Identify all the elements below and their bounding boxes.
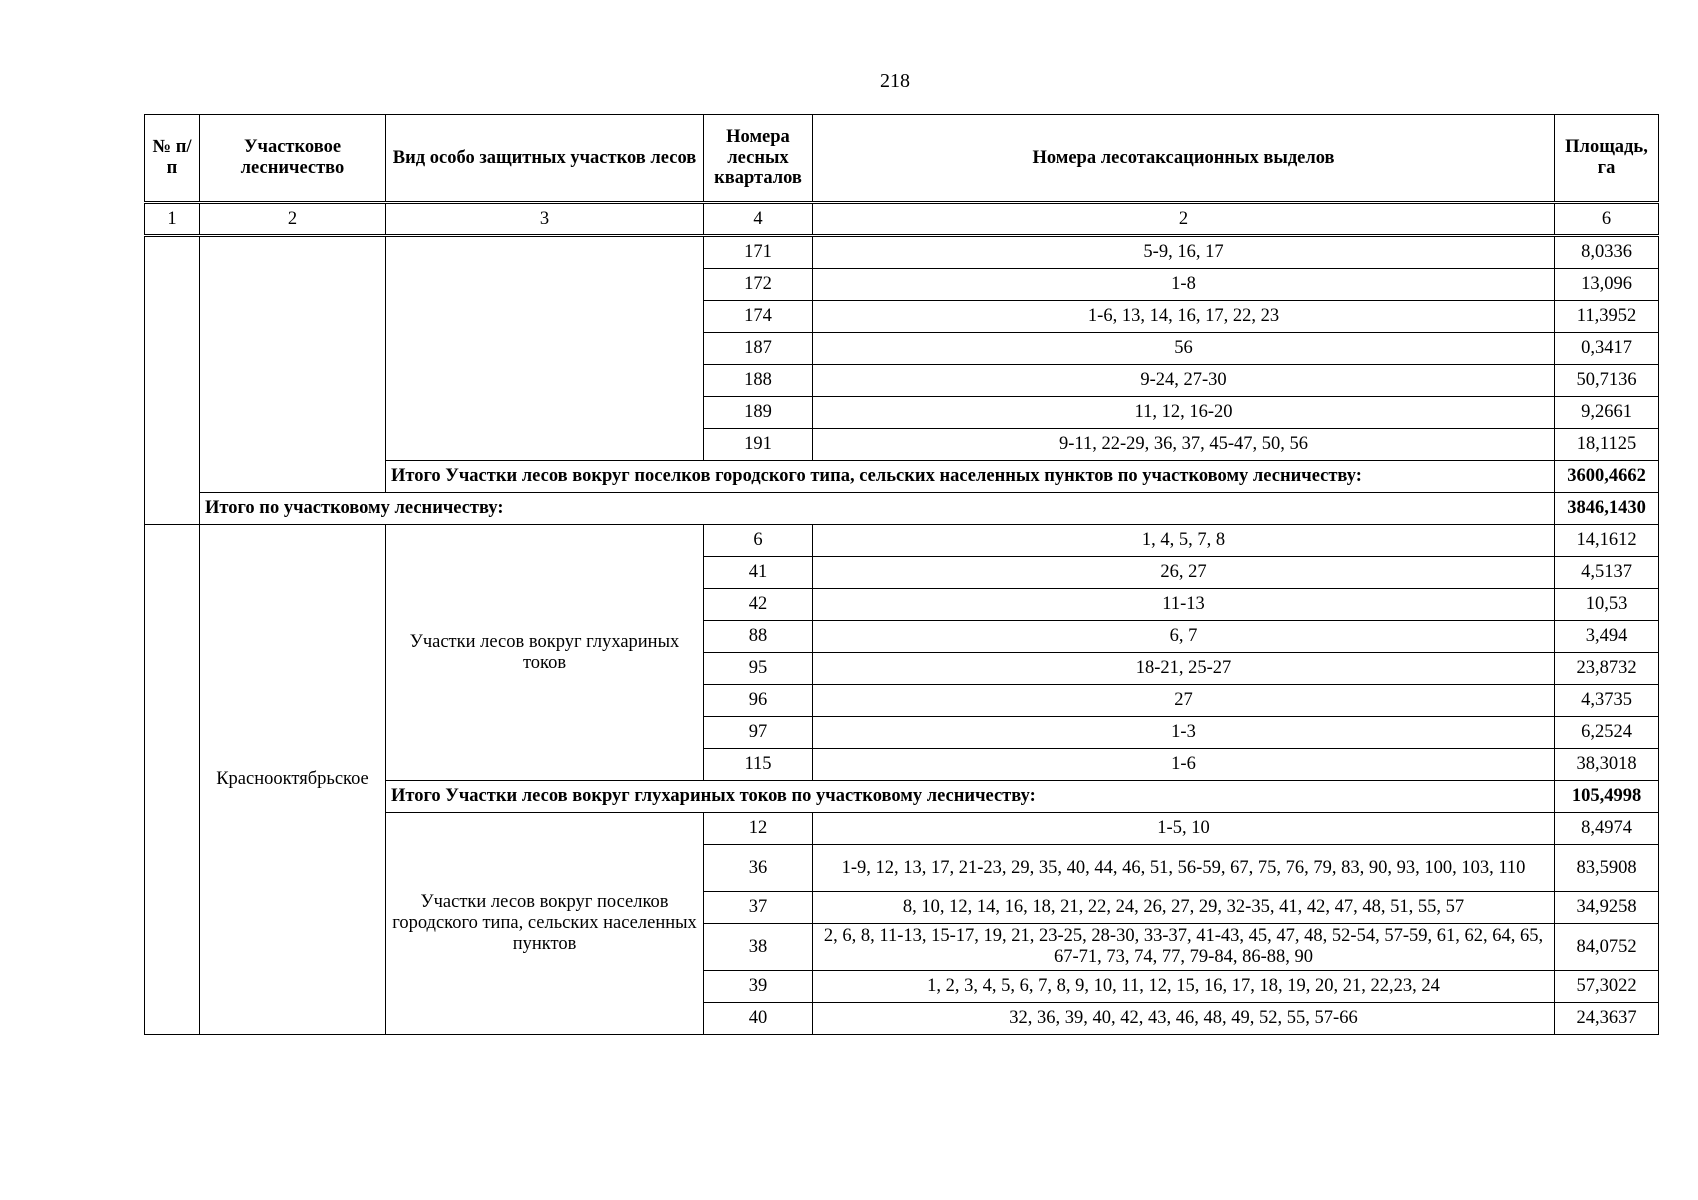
- quarter-cell: 42: [704, 589, 813, 621]
- table-row: [145, 525, 1659, 557]
- quarter-cell: 88: [704, 621, 813, 653]
- header-plot-numbers: Номера лесотаксационных выделов: [813, 115, 1555, 203]
- plots-cell: 32, 36, 39, 40, 42, 43, 46, 48, 49, 52, 55, 57-66: [813, 1003, 1555, 1035]
- total-row: [145, 493, 1659, 525]
- plots-cell: 8, 10, 12, 14, 16, 18, 21, 22, 24, 26, 27, 29, 32-35, 41, 42, 47, 48, 51, 55, 57: [813, 892, 1555, 924]
- quarter-cell: 37: [704, 892, 813, 924]
- area-cell: 4,3735: [1555, 685, 1659, 717]
- area-cell: 10,53: [1555, 589, 1659, 621]
- quarter-cell: 95: [704, 653, 813, 685]
- plots-cell: 6, 7: [813, 621, 1555, 653]
- area-type-name: Участки лесов вокруг глухариных токов: [386, 525, 704, 781]
- area-cell: 6,2524: [1555, 717, 1659, 749]
- forestry-name: Краснооктябрьское: [200, 525, 386, 1035]
- quarter-cell: 38: [704, 924, 813, 971]
- quarter-cell: 6: [704, 525, 813, 557]
- plots-cell: 9-24, 27-30: [813, 365, 1555, 397]
- area-cell: 13,096: [1555, 269, 1659, 301]
- area-cell: 4,5137: [1555, 557, 1659, 589]
- header-forestry: Участковое лесничество: [200, 115, 386, 203]
- forestry-cell-empty: [200, 236, 386, 493]
- area-type-name: Участки лесов вокруг поселков городского типа, сельских населенных пунктов: [386, 813, 704, 1035]
- table-row: [145, 236, 1659, 269]
- plots-cell: 9-11, 22-29, 36, 37, 45-47, 50, 56: [813, 429, 1555, 461]
- plots-cell: 1, 4, 5, 7, 8: [813, 525, 1555, 557]
- column-number: 6: [1555, 203, 1659, 236]
- page-number: 218: [880, 70, 910, 92]
- forest-protection-table: [144, 114, 1659, 1035]
- column-number: 2: [200, 203, 386, 236]
- quarter-cell: 171: [704, 236, 813, 269]
- area-cell: 18,1125: [1555, 429, 1659, 461]
- area-cell: 23,8732: [1555, 653, 1659, 685]
- plots-cell: 27: [813, 685, 1555, 717]
- area-cell: 9,2661: [1555, 397, 1659, 429]
- area-cell: 3,494: [1555, 621, 1659, 653]
- area-cell: 34,9258: [1555, 892, 1659, 924]
- area-cell: 24,3637: [1555, 1003, 1659, 1035]
- quarter-cell: 115: [704, 749, 813, 781]
- total-label: Итого по участковому лесничеству:: [200, 493, 1555, 525]
- area-cell: 14,1612: [1555, 525, 1659, 557]
- header-number: № п/п: [145, 115, 200, 203]
- quarter-cell: 12: [704, 813, 813, 845]
- plots-cell: 11, 12, 16-20: [813, 397, 1555, 429]
- column-number: 3: [386, 203, 704, 236]
- plots-cell: 5-9, 16, 17: [813, 236, 1555, 269]
- area-cell: 50,7136: [1555, 365, 1659, 397]
- quarter-cell: 191: [704, 429, 813, 461]
- column-number: 1: [145, 203, 200, 236]
- quarter-cell: 39: [704, 971, 813, 1003]
- plots-cell: 1-6: [813, 749, 1555, 781]
- quarter-cell: 40: [704, 1003, 813, 1035]
- header-area-type: Вид особо защитных участков лесов: [386, 115, 704, 203]
- quarter-cell: 189: [704, 397, 813, 429]
- subtotal-label: Итого Участки лесов вокруг поселков городского типа, сельских населенных пунктов по участковому лесничеству:: [386, 461, 1555, 493]
- column-number: 4: [704, 203, 813, 236]
- quarter-cell: 41: [704, 557, 813, 589]
- quarter-cell: 187: [704, 333, 813, 365]
- plots-cell: 1, 2, 3, 4, 5, 6, 7, 8, 9, 10, 11, 12, 15, 16, 17, 18, 19, 20, 21, 22,23, 24: [813, 971, 1555, 1003]
- plots-cell: 26, 27: [813, 557, 1555, 589]
- subtotal-value: 3600,4662: [1555, 461, 1659, 493]
- header-area: Площадь, га: [1555, 115, 1659, 203]
- plots-cell: 11-13: [813, 589, 1555, 621]
- subtotal-value: 105,4998: [1555, 781, 1659, 813]
- number-cell-empty: [145, 236, 200, 525]
- area-cell: 8,4974: [1555, 813, 1659, 845]
- plots-cell: 18-21, 25-27: [813, 653, 1555, 685]
- number-cell-empty: [145, 525, 200, 1035]
- area-cell: 84,0752: [1555, 924, 1659, 971]
- quarter-cell: 174: [704, 301, 813, 333]
- plots-cell: 1-9, 12, 13, 17, 21-23, 29, 35, 40, 44, 46, 51, 56-59, 67, 75, 76, 79, 83, 90, 93, 100, 103, 110: [813, 845, 1555, 892]
- area-cell: 57,3022: [1555, 971, 1659, 1003]
- quarter-cell: 96: [704, 685, 813, 717]
- quarter-cell: 172: [704, 269, 813, 301]
- header-row: [145, 115, 1659, 203]
- area-cell: 11,3952: [1555, 301, 1659, 333]
- plots-cell: 56: [813, 333, 1555, 365]
- area-cell: 8,0336: [1555, 236, 1659, 269]
- area-cell: 0,3417: [1555, 333, 1659, 365]
- plots-cell: 1-6, 13, 14, 16, 17, 22, 23: [813, 301, 1555, 333]
- quarter-cell: 97: [704, 717, 813, 749]
- header-quarter-numbers: Номера лесных кварталов: [704, 115, 813, 203]
- column-number-row: [145, 203, 1659, 236]
- plots-cell: 1-3: [813, 717, 1555, 749]
- quarter-cell: 188: [704, 365, 813, 397]
- total-value: 3846,1430: [1555, 493, 1659, 525]
- plots-cell: 1-8: [813, 269, 1555, 301]
- plots-cell: 2, 6, 8, 11-13, 15-17, 19, 21, 23-25, 28-30, 33-37, 41-43, 45, 47, 48, 52-54, 57-59, 61, 62, 64, 65, 67-71, 73, 74, 77, 79-84, 86-88, 90: [813, 924, 1555, 971]
- area-cell: 83,5908: [1555, 845, 1659, 892]
- quarter-cell: 36: [704, 845, 813, 892]
- area-type-cell-empty: [386, 236, 704, 461]
- column-number: 2: [813, 203, 1555, 236]
- area-cell: 38,3018: [1555, 749, 1659, 781]
- plots-cell: 1-5, 10: [813, 813, 1555, 845]
- subtotal-label: Итого Участки лесов вокруг глухариных токов по участковому лесничеству:: [386, 781, 1555, 813]
